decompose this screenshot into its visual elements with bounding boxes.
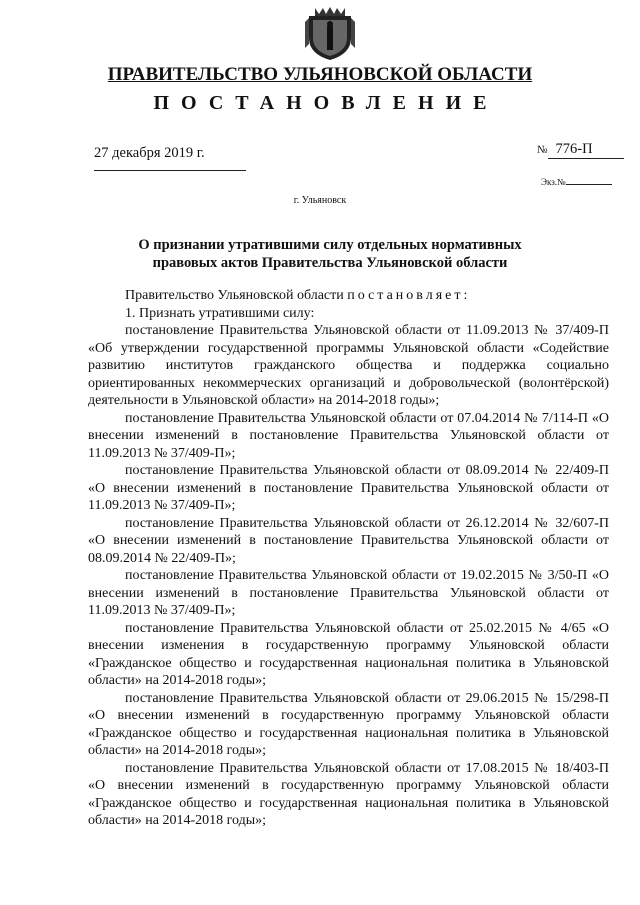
body-paragraph: постановление Правительства Ульяновской области от 25.02.2015 № 4/65 «О внесении изменения в государственную программу Ульяновской области «Гражданское общество и государственная национальная политика в Ульяновской области» на 2014-2018 годы»; (88, 620, 609, 688)
body-paragraph: постановление Правительства Ульяновской области от 07.04.2014 № 7/114-П «О внесении изменений в постановление Правительства Ульяновской области от 11.09.2013 № 37/409-П»; (88, 410, 609, 461)
body-paragraph: постановление Правительства Ульяновской области от 26.12.2014 № 32/607-П «О внесении изменений в постановление Правительства Ульяновской области от 08.09.2014 № 22/409-П»; (88, 515, 609, 566)
copy-label: Экз.№ (541, 177, 566, 187)
number-label: № (537, 144, 548, 156)
document-body (88, 287, 609, 830)
government-name: ПРАВИТЕЛЬСТВО УЛЬЯНОВСКОЙ ОБЛАСТИ (107, 64, 533, 85)
decree-number-block (537, 141, 624, 159)
document-title: О признании утратившими силу отдельных нормативных правовых актов Правительства Ульяновской области (138, 237, 522, 271)
decree-number: 776-П (548, 141, 624, 159)
copy-number (541, 177, 612, 187)
body-paragraph: постановление Правительства Ульяновской области от 17.08.2015 № 18/403-П «О внесении изменений в государственную программу Ульяновской области «Гражданское общество и государственная национальная политика в Ульяновской области» на 2014-2018 годы»; (88, 760, 609, 828)
body-paragraph: постановление Правительства Ульяновской области от 11.09.2013 № 37/409-П «Об утверждении государственной программы Ульяновской области «Содействие развитию институтов гражданского общества и поддержка социально ориентированных некоммерческих организаций и добровольческой (волонтёрской) деятельности в Ульяновской области» на 2014-2018 годы»; (88, 323, 609, 408)
ulyanovsk-coat-of-arms-icon (303, 4, 357, 62)
body-paragraph: 1. Признать утратившими силу: (125, 305, 315, 321)
decree-date: 27 декабря 2019 г. (94, 145, 246, 171)
body-paragraph: постановление Правительства Ульяновской области от 08.09.2014 № 22/409-П «О внесении изменений в постановление Правительства Ульяновской области от 11.09.2013 № 37/409-П»; (88, 463, 609, 513)
document-type: ПОСТАНОВЛЕНИЕ (153, 92, 499, 114)
intro-verb: постановляет: (347, 288, 471, 303)
body-paragraph: постановление Правительства Ульяновской области от 29.06.2015 № 15/298-П «О внесении изменений в государственную программу Ульяновской области «Гражданское общество и государственная национальная политика в Ульяновской области» на 2014-2018 годы»; (88, 690, 609, 758)
copy-number-line (566, 184, 612, 185)
intro-paragraph (88, 287, 609, 305)
city: г. Ульяновск (293, 195, 347, 206)
intro-lead: Правительство Ульяновской области (125, 288, 348, 303)
body-paragraph: постановление Правительства Ульяновской области от 19.02.2015 № 3/50-П «О внесении изменений в постановление Правительства Ульяновской области от 11.09.2013 № 37/409-П»; (88, 568, 609, 618)
